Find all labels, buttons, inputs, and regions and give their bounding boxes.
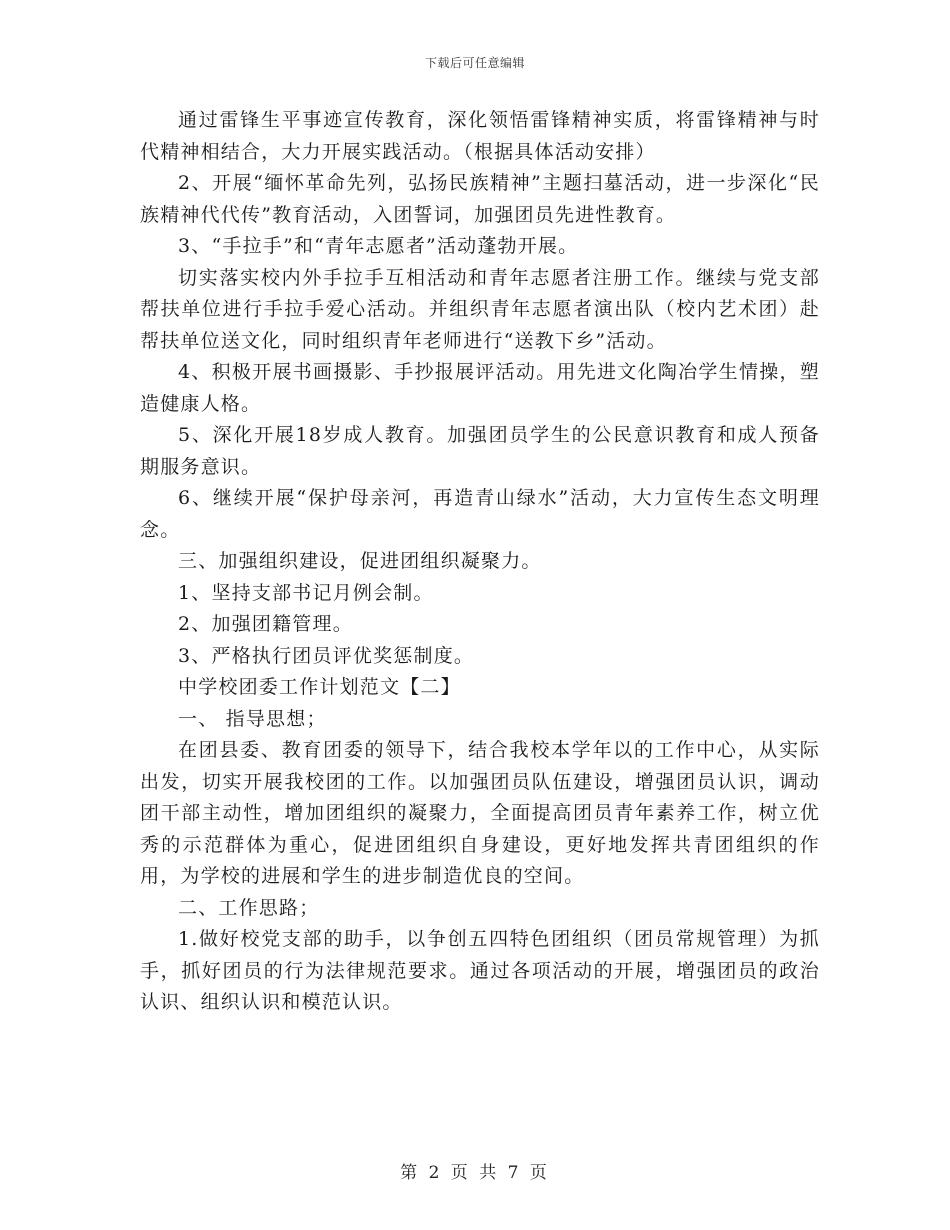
paragraph: 3、“手拉手”和“青年志愿者”活动蓬勃开展。 — [178, 235, 579, 257]
paragraph: 在团县委、教育团委的领导下，结合我校本学年以的工作中心，从实际出发，切实开展我校团的工作。以加强团员队伍建设，增强团员认识，调动团干部主动性，增加团组织的凝聚力，全面提高团员青年素养工作，树立优秀的示范群体为重心，促进团组织自身建设，更好地发挥共青团组织的作用，为学校的进展和学生的进步制造优良的空间。 — [140, 739, 820, 887]
document-subtitle: 中学校团委工作计划范文【二】 — [178, 676, 461, 698]
section-heading: 三、加强组织建设，促进团组织凝聚力。 — [178, 550, 542, 572]
paragraph: 4、积极开展书画摄影、手抄报展评活动。用先进文化陶冶学生情操，塑造健康人格。 — [140, 361, 820, 415]
section-heading: 一、 指导思想； — [178, 707, 327, 730]
paragraph: 2、加强团籍管理。 — [178, 613, 353, 635]
document-body — [140, 105, 820, 1019]
section-heading: 二、工作思路； — [178, 896, 320, 919]
paragraph: 3、严格执行团员评优奖惩制度。 — [178, 644, 475, 667]
paragraph: 1.做好校党支部的助手，以争创五四特色团组织（团员常规管理）为抓手，抓好团员的行为法律规范要求。通过各项活动的开展，增强团员的政治认识、组织认识和模范认识。 — [140, 928, 820, 1013]
paragraph: 2、开展“缅怀革命先列，弘扬民族精神”主题扫墓活动，进一步深化“民族精神代代传”教育活动，入团誓词，加强团员先进性教育。 — [140, 172, 820, 226]
page-header: 下载后可任意编辑 — [424, 56, 525, 70]
paragraph: 切实落实校内外手拉手互相活动和青年志愿者注册工作。继续与党支部帮扶单位进行手拉手爱心活动。并组织青年志愿者演出队（校内艺术团）赴帮扶单位送文化，同时组织青年老师进行“送教下乡”活动。 — [140, 266, 820, 352]
paragraph: 5、深化开展18岁成人教育。加强团员学生的公民意识教育和成人预备期服务意识。 — [140, 424, 820, 478]
paragraph: 1、坚持支部书记月例会制。 — [178, 581, 434, 604]
page-number: 第 2 页 共 7 页 — [400, 1163, 550, 1183]
paragraph: 通过雷锋生平事迹宣传教育，深化领悟雷锋精神实质，将雷锋精神与时代精神相结合，大力开展实践活动。（根据具体活动安排） — [140, 109, 820, 163]
paragraph: 6、继续开展“保护母亲河，再造青山绿水”活动，大力宣传生态文明理念。 — [140, 487, 820, 541]
